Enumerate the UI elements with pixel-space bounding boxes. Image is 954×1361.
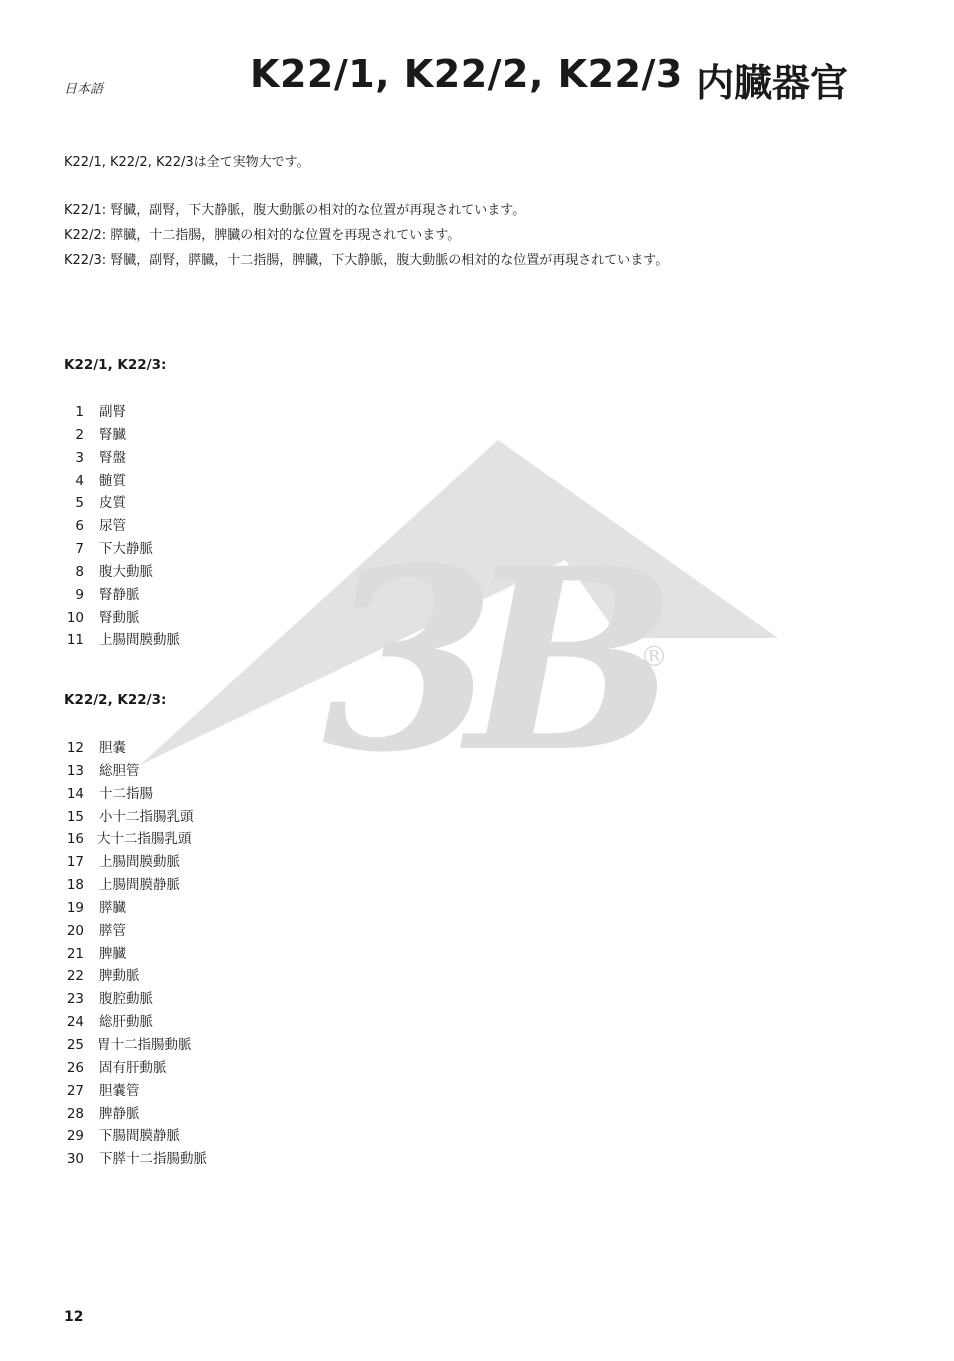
logo-registered-mark: ® [640, 640, 668, 673]
list-item [64, 1125, 207, 1148]
list-item [64, 470, 180, 493]
list-item [64, 561, 180, 584]
item-number: 1 [75, 404, 84, 420]
list-item [64, 492, 180, 515]
page-number: 12 [64, 1309, 84, 1325]
parts-list-section2 [64, 737, 207, 1171]
description-k22-2: K22/2: 膵臓，十二指腸，脾臓の相対的な位置を再現されています。 [64, 228, 461, 243]
language-label: 日本語 [64, 82, 104, 97]
intro-text: K22/1, K22/2, K22/3は全て実物大です。 [64, 155, 310, 170]
item-number: 4 [75, 472, 84, 489]
item-label: 副腎 [99, 404, 126, 420]
item-label: 胃十二指腸動脈 [97, 1036, 192, 1053]
item-number: 18 [66, 877, 84, 894]
item-number: 23 [66, 991, 84, 1008]
section-heading-k22-2-k22-3: K22/2, K22/3: [64, 692, 167, 708]
list-item [64, 401, 180, 424]
list-item [64, 783, 207, 806]
item-label: 尿管 [99, 518, 126, 535]
list-item [64, 607, 180, 630]
item-number: 20 [66, 922, 84, 939]
item-label: 膵管 [99, 922, 126, 939]
list-item [64, 1148, 207, 1171]
list-item [64, 1080, 207, 1103]
item-label: 腎静脈 [99, 586, 140, 603]
item-number: 14 [66, 785, 84, 802]
item-number: 22 [66, 968, 84, 985]
list-item [64, 538, 180, 561]
item-number: 8 [75, 563, 84, 580]
item-number: 30 [66, 1151, 84, 1168]
item-label: 皮質 [99, 495, 126, 512]
item-number: 10 [66, 609, 84, 626]
item-label: 上腸間膜動脈 [99, 632, 180, 649]
item-label: 髄質 [99, 472, 126, 489]
list-item [64, 943, 207, 966]
item-number: 29 [66, 1128, 84, 1145]
item-label: 脾臓 [99, 945, 126, 962]
item-label: 腎臓 [99, 426, 126, 443]
list-item [64, 1011, 207, 1034]
item-label: 腎盤 [99, 449, 126, 466]
item-label: 総肝動脈 [99, 1014, 153, 1031]
item-number: 19 [66, 899, 84, 916]
item-label: 下膵十二指腸動脈 [99, 1151, 207, 1168]
item-number: 12 [66, 740, 84, 756]
item-label: 小十二指腸乳頭 [99, 808, 194, 825]
item-number: 3 [75, 449, 84, 466]
section-heading-k22-1-k22-3: K22/1, K22/3: [64, 357, 167, 373]
item-number: 27 [66, 1082, 84, 1099]
item-number: 26 [66, 1059, 84, 1076]
description-k22-1: K22/1: 腎臓，副腎，下大静脈，腹大動脈の相対的な位置が再現されています。 [64, 203, 526, 218]
list-item [64, 851, 207, 874]
list-item [64, 629, 180, 652]
item-number: 16 [66, 831, 84, 848]
item-label: 固有肝動脈 [99, 1059, 167, 1076]
list-item [64, 874, 207, 897]
item-label: 大十二指腸乳頭 [97, 831, 192, 848]
logo-3b-text: 3B [322, 513, 648, 807]
item-label: 十二指腸 [99, 785, 153, 802]
item-number: 5 [75, 495, 84, 512]
item-number: 28 [66, 1105, 84, 1122]
list-item [64, 1057, 207, 1080]
list-item [64, 920, 207, 943]
page-title: K22/1, K22/2, K22/3 [250, 52, 683, 96]
list-item [64, 806, 207, 829]
item-label: 上腸間膜動脈 [99, 854, 180, 871]
item-number: 6 [75, 518, 84, 535]
item-label: 胆嚢 [99, 740, 126, 756]
list-item [64, 737, 207, 760]
item-number: 25 [66, 1036, 84, 1053]
item-number: 17 [66, 854, 84, 871]
item-label: 下腸間膜静脈 [99, 1128, 180, 1145]
item-label: 胆嚢管 [99, 1082, 140, 1099]
parts-list-section1 [64, 401, 180, 652]
item-label: 総胆管 [99, 762, 140, 779]
list-item [64, 988, 207, 1011]
list-item [64, 965, 207, 988]
item-number: 11 [66, 632, 84, 649]
model-descriptions [64, 201, 668, 276]
page-title-japanese: 内臓器官 [696, 61, 849, 105]
item-label: 腹大動脈 [99, 563, 153, 580]
list-item [64, 515, 180, 538]
item-number: 7 [75, 541, 84, 558]
item-number: 2 [75, 426, 84, 443]
list-item [64, 897, 207, 920]
item-number: 13 [66, 762, 84, 779]
list-item [64, 1034, 207, 1057]
description-k22-3: K22/3: 腎臓，副腎，膵臓，十二指腸，脾臓，下大静脈，腹大動脈の相対的な位置が再現されています。 [64, 253, 669, 268]
item-label: 上腸間膜静脈 [99, 877, 180, 894]
list-item [64, 447, 180, 470]
item-label: 膵臓 [99, 899, 126, 916]
item-number: 21 [66, 945, 84, 962]
item-number: 15 [66, 808, 84, 825]
list-item [64, 584, 180, 607]
item-label: 下大静脈 [99, 541, 153, 558]
item-label: 腹腔動脈 [99, 991, 153, 1008]
item-label: 腎動脈 [99, 609, 140, 626]
item-number: 24 [66, 1014, 84, 1031]
list-item [64, 760, 207, 783]
list-item [64, 1103, 207, 1126]
item-number: 9 [75, 586, 84, 603]
list-item [64, 828, 207, 851]
item-label: 脾動脈 [99, 968, 140, 985]
list-item [64, 424, 180, 447]
item-label: 脾静脈 [99, 1105, 140, 1122]
